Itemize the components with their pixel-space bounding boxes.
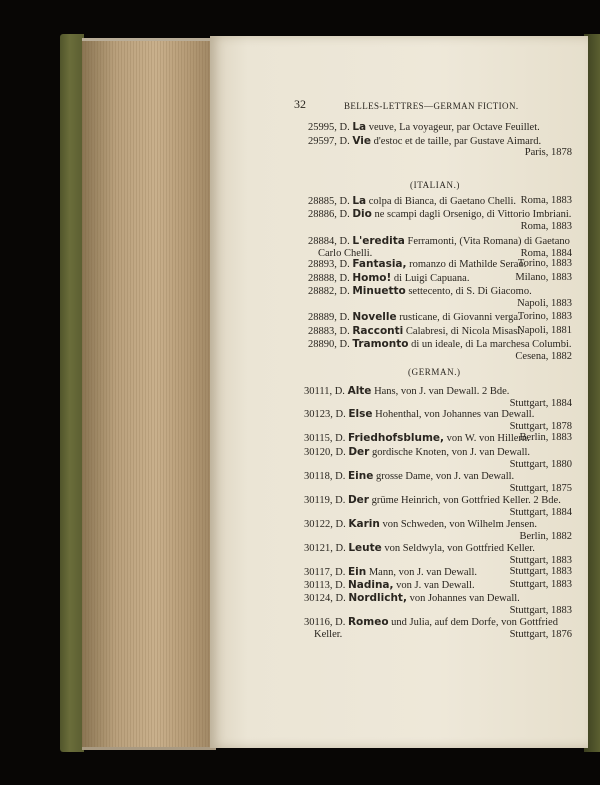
entry-keyword: Dio xyxy=(352,208,372,220)
entry-imprint: Stuttgart, 1883 xyxy=(509,579,572,590)
entry-description: von Johannes van Dewall. xyxy=(406,593,520,604)
german-entry-3 xyxy=(304,446,530,459)
entry-keyword: Vie xyxy=(352,135,372,147)
entry-imprint: Stuttgart, 1883 xyxy=(509,555,572,566)
german-entry-7 xyxy=(304,542,535,555)
entry-imprint: Roma, 1884 xyxy=(520,248,572,259)
entry-keyword: Tramonto xyxy=(352,338,409,350)
entry-imprint: Cesena, 1882 xyxy=(515,351,572,362)
entry-description: Hohenthal, von Johannes van Dewall. xyxy=(372,409,535,420)
entry-keyword: Der xyxy=(347,494,369,506)
entry-number: 28885, D. xyxy=(308,196,353,207)
entry-description: von W. von Hillern. xyxy=(444,433,530,444)
entry-description: Ferramonti, (Vita Romana) di Gaetano xyxy=(404,236,570,247)
entry-number: 30116, D. xyxy=(304,617,348,628)
entry-imprint: Roma, 1883 xyxy=(520,221,572,232)
entry-description: grosse Dame, von J. van Dewall. xyxy=(373,471,515,482)
entry-description: grüme Heinrich, von Gottfried Keller. 2 Bde. xyxy=(368,495,561,506)
italian-entry-4 xyxy=(308,272,469,285)
entry-keyword: Alte xyxy=(347,385,372,397)
entry-imprint: Berlin, 1882 xyxy=(519,531,572,542)
entry-number: 25995, D. xyxy=(308,122,353,133)
entry-keyword: Racconti xyxy=(352,325,404,337)
german-entry-9 xyxy=(304,579,475,592)
entry-description: Mann, von J. van Dewall. xyxy=(366,567,478,578)
entry-keyword: Minuetto xyxy=(352,285,406,297)
italian-entry-1 xyxy=(308,208,571,221)
entry-keyword: Der xyxy=(348,446,370,458)
entry-description: romanzo di Mathilde Serao. xyxy=(406,259,527,270)
entry-imprint: Torino, 1883 xyxy=(517,311,572,322)
entry-keyword: Leute xyxy=(348,542,382,554)
entry-keyword: Else xyxy=(348,408,373,420)
entry-description: rusticane, di Giovanni verga. xyxy=(396,312,521,323)
entry-keyword: Nordlicht, xyxy=(348,592,407,604)
entry-keyword: Eine xyxy=(347,470,374,482)
entry-number: 28893, D. xyxy=(308,259,353,270)
entry-keyword: Nadina, xyxy=(347,579,394,591)
entry-description: colpa di Bianca, di Gaetano Chelli. xyxy=(366,196,516,207)
entry-keyword: L'eredita xyxy=(352,235,405,247)
entry-continuation: Carlo Chelli. xyxy=(318,248,373,259)
entry-imprint: Napoli, 1883 xyxy=(517,298,572,309)
entry-imprint: Stuttgart, 1884 xyxy=(509,507,572,518)
entry-keyword: La xyxy=(352,121,367,133)
entry-imprint: Milano, 1883 xyxy=(515,272,572,283)
entry-continuation: Keller. xyxy=(314,629,343,640)
german-entry-2 xyxy=(304,432,530,445)
german-entry-10 xyxy=(304,592,520,605)
entry-number: 28890, D. xyxy=(308,339,353,350)
entry-description: di un ideale, di La marchesa Columbi. xyxy=(408,339,572,350)
entry-number: 29597, D. xyxy=(308,136,353,147)
entry-description: d'estoc et de taille, par Gustave Aimard. xyxy=(371,136,542,147)
entry-number: 28883, D. xyxy=(308,326,353,337)
german-entry-6 xyxy=(304,518,537,531)
page-number: 32 xyxy=(294,97,306,111)
entry-keyword: Friedhofsblume, xyxy=(347,432,445,444)
german-entry-1 xyxy=(304,408,534,421)
entry-number: 30118, D. xyxy=(304,471,348,482)
entry-description: gordische Knoten, von J. van Dewall. xyxy=(369,447,531,458)
entry-description: von J. van Dewall. xyxy=(393,580,475,591)
entry-imprint: Roma, 1883 xyxy=(520,195,572,206)
german-entry-11 xyxy=(304,616,558,629)
entry-imprint: Paris, 1878 xyxy=(524,147,572,158)
entry-imprint: Stuttgart, 1883 xyxy=(509,566,572,577)
entry-imprint: Napoli, 1881 xyxy=(517,325,572,336)
italian-entry-2 xyxy=(308,235,570,248)
entry-number: 30123, D. xyxy=(304,409,349,420)
entry-description: von Seldwyla, von Gottfried Keller. xyxy=(381,543,535,554)
entry-number: 28888, D. xyxy=(308,273,353,284)
french-entry-0 xyxy=(308,121,540,134)
entry-keyword: Romeo xyxy=(347,616,389,628)
entry-description: settecento, di S. Di Giacomo. xyxy=(405,286,532,297)
french-entry-1 xyxy=(308,135,541,148)
italian-entry-5 xyxy=(308,285,532,298)
entry-imprint: Stuttgart, 1880 xyxy=(509,459,572,470)
entry-imprint: Stuttgart, 1878 xyxy=(509,421,572,432)
entry-keyword: La xyxy=(352,195,367,207)
italian-entry-6 xyxy=(308,311,521,324)
entry-number: 30120, D. xyxy=(304,447,349,458)
entry-description: und Julia, auf dem Dorfe, von Gottfried xyxy=(388,617,558,628)
entry-imprint: Stuttgart, 1875 xyxy=(509,483,572,494)
section-heading-german: (GERMAN.) xyxy=(408,367,461,377)
entry-imprint: Stuttgart, 1876 xyxy=(509,629,572,640)
entry-imprint: Stuttgart, 1884 xyxy=(509,398,572,409)
entry-description: veuve, La voyageur, par Octave Feuillet. xyxy=(366,122,540,133)
entry-keyword: Ein xyxy=(347,566,367,578)
entry-keyword: Homo! xyxy=(352,272,392,284)
entry-imprint: Berlin, 1883 xyxy=(519,432,572,443)
entry-number: 30122, D. xyxy=(304,519,349,530)
german-entry-8 xyxy=(304,566,477,579)
entry-description: di Luigi Capuana. xyxy=(391,273,470,284)
italian-entry-0 xyxy=(308,195,516,208)
entry-description: von Schweden, von Wilhelm Jensen. xyxy=(379,519,537,530)
german-entry-0 xyxy=(304,385,509,398)
entry-number: 30124, D. xyxy=(304,593,349,604)
italian-entry-8 xyxy=(308,338,571,351)
italian-entry-3 xyxy=(308,258,526,271)
entry-keyword: Karin xyxy=(348,518,380,530)
german-entry-5 xyxy=(304,494,561,507)
entry-number: 30111, D. xyxy=(304,386,348,397)
italian-entry-7 xyxy=(308,325,523,338)
entry-number: 30121, D. xyxy=(304,543,349,554)
entry-number: 28886, D. xyxy=(308,209,353,220)
entry-imprint: Torino, 1883 xyxy=(517,258,572,269)
entry-number: 30115, D. xyxy=(304,433,348,444)
entry-number: 30117, D. xyxy=(304,567,348,578)
entry-number: 28889, D. xyxy=(308,312,353,323)
entry-number: 28884, D. xyxy=(308,236,353,247)
entry-number: 30119, D. xyxy=(304,495,348,506)
entry-imprint: Stuttgart, 1883 xyxy=(509,605,572,616)
entry-number: 28882, D. xyxy=(308,286,353,297)
page-block-edges xyxy=(82,38,216,750)
entry-description: Calabresi, di Nicola Misasi. xyxy=(403,326,523,337)
german-entry-4 xyxy=(304,470,514,483)
entry-description: ne scampi dagli Orsenigo, di Vittorio Imbriani. xyxy=(371,209,572,220)
entry-keyword: Novelle xyxy=(352,311,397,323)
section-heading-italian: (ITALIAN.) xyxy=(410,180,461,190)
running-head: BELLES-LETTRES—GERMAN FICTION. xyxy=(344,101,519,111)
entry-description: Hans, von J. van Dewall. 2 Bde. xyxy=(371,386,510,397)
book-cover-edge xyxy=(60,34,84,752)
entry-keyword: Fantasia, xyxy=(352,258,407,270)
entry-number: 30113, D. xyxy=(304,580,348,591)
catalog-page xyxy=(210,36,588,748)
